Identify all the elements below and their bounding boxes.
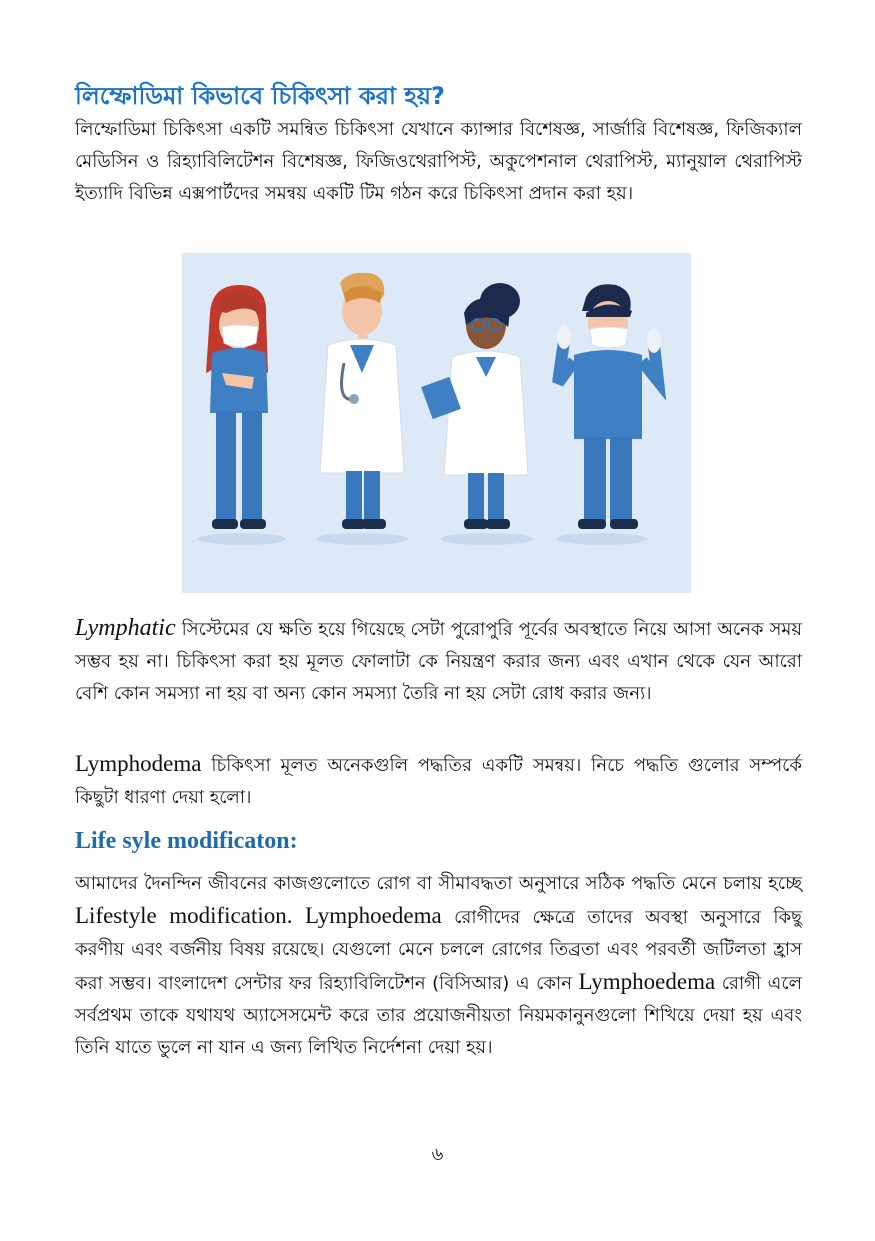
lymphatic-text: সিস্টেমের যে ক্ষতি হয়ে গিয়েছে সেটা পুরোপুরি পূর্বের অবস্থাতে নিয়ে আসা অনেক সময় সম্ভব হয় না। চিকিৎসা করা হয় মূলত ফোলাটা কে নিয়ন্ত্রণ করার জন্য এবং এখান থেকে যেন আরো বেশি কোন সমস্যা না হয় বা অন্য কোন সমস্যা তৈরি না হয় সেটা রোধ করার জন্য। [75,619,802,704]
lifestyle-subheading: Life syle modificaton: [75,828,298,854]
page-number: ৬ [431,1144,444,1165]
section-heading: লিম্ফোডিমা কিভাবে চিকিৎসা করা হয়? [75,82,445,110]
medical-team-illustration [182,253,691,593]
lifestyle-term-1: Lifestyle modification. Lymphoedema [75,903,442,928]
lifestyle-text-3: রোগী এলে সর্বপ্রথম তাকে যথাযথ অ্যাসেসমেন্ট করে তার প্রয়োজনীয়তা নিয়মকানুনগুলো শিখিয়ে দেয়া হয় এবং তিনি যাতে ভুলে না যান এ জন্য লিখিত নির্দেশনা দেয়া হয়। [75,973,803,1058]
lifestyle-text-1: আমাদের দৈনন্দিন জীবনের কাজগুলোতে রোগ বা সীমাবদ্ধতা অনুসারে সঠিক পদ্ধতি মেনে চলায় হচ্ছে [75,873,802,894]
lymphodema-paragraph [75,748,802,814]
lymphodema-text: চিকিৎসা মূলত অনেকগুলি পদ্ধতির একটি সমন্বয়। নিচে পদ্ধতি গুলোর সম্পর্কে কিছুটা ধারণা দেয়া হলো। [75,755,802,808]
lifestyle-text-2: রোগীদের ক্ষেত্রে তাদের অবস্থা অনুসারে কিছু করণীয় এবং বর্জনীয় বিষয় রয়েছে। যেগুলো মেনে চললে রোগের তিব্রতা এবং পরবর্তী জটিলতা হ্রাস করা সম্ভব। বাংলাদেশ সেন্টার ফর রিহ্যাবিলিটেশন (বিসিআর) এ কোন [75,907,803,994]
intro-paragraph: লিম্ফোডিমা চিকিৎসা একটি সমন্বিত চিকিৎসা যেখানে ক্যান্সার বিশেষজ্ঞ, সার্জারি বিশেষজ্ঞ, ফিজিক্যাল মেডিসিন ও রিহ্যাবিলিটেশন বিশেষজ্ঞ, ফিজিওথেরাপিস্ট, অকুপেশনাল থেরাপিস্ট, ম্যানুয়াল থেরাপিস্ট ইত্যাদি বিভিন্ন এক্সপার্টদের সমন্বয় একটি টিম গঠন করে চিকিৎসা প্রদান করা হয়। [75,119,802,204]
lifestyle-paragraph [75,868,802,1064]
lymphodema-term: Lymphodema [75,751,202,776]
lymphatic-term: Lymphatic [75,615,176,641]
lymphatic-paragraph [75,612,802,710]
lifestyle-term-2: Lymphoedema [578,969,716,994]
